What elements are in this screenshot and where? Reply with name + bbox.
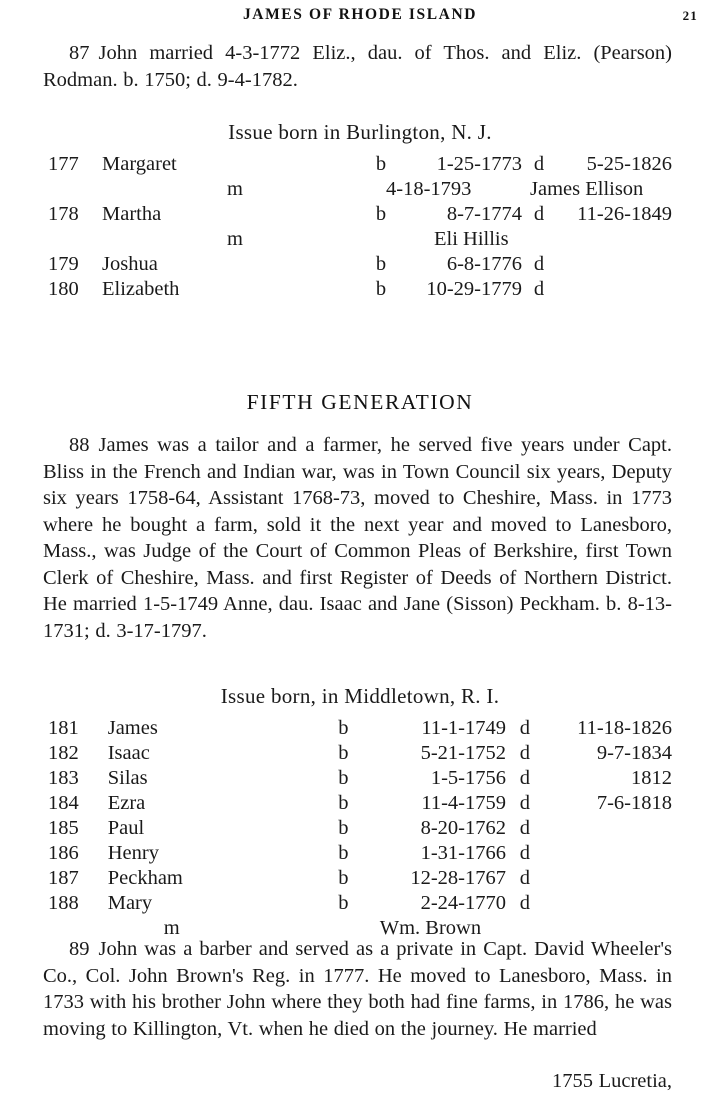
birth-label: b <box>375 203 387 225</box>
birth-label: b <box>338 892 349 914</box>
birth-date: 12-28-1767 <box>410 867 507 889</box>
death-date: 7-6-1818 <box>596 792 672 814</box>
table-row <box>48 816 672 841</box>
birth-label: b <box>338 842 349 864</box>
row-number: 186 <box>48 842 79 864</box>
birth-label: b <box>338 867 349 889</box>
table-row <box>48 866 672 891</box>
issue-2-heading: Issue born, in Middletown, R. I. <box>220 684 500 708</box>
spouse-name: James Ellison <box>530 178 644 200</box>
entry-88-text: James was a tailor and a farmer, he served five years under Capt. Bliss in the French and Indian war, was in Town Council six years, Deputy six years 1758-64, Assistant 1768-73, moved to Cheshire, Mass. in 1773 where he bought a farm, sold it the next year and moved to Lanesboro, Mass., was Judge of the Court of Common Pleas of Berkshire, first Town Clerk of Cheshire, Mass. and first Register of Deeds of Northern District. He married 1-5-1749 Anne, dau. Isaac and Jane (Sisson) Peckham. b. 8-13-1731; d. 3-17-1797. <box>43 434 672 642</box>
birth-date: 5-21-1752 <box>420 742 507 764</box>
entry-89-number: 89 <box>69 938 90 960</box>
entry-88-paragraph <box>43 432 672 644</box>
death-date: 5-25-1826 <box>586 153 672 175</box>
death-label: d <box>519 742 530 764</box>
issue-1-table <box>48 152 672 302</box>
spouse-name: Eli Hillis <box>434 228 509 250</box>
row-number: 179 <box>48 253 79 275</box>
birth-date: 10-29-1779 <box>426 278 522 300</box>
table-row <box>48 277 672 302</box>
table-row-marriage <box>48 177 672 202</box>
death-date <box>544 891 672 916</box>
birth-label: b <box>375 278 387 300</box>
row-name: Peckham <box>107 867 183 889</box>
page-folio-number: 21 <box>682 8 698 23</box>
table-row <box>48 741 672 766</box>
running-head: JAMES OF RHODE ISLAND <box>242 6 478 23</box>
birth-date: 11-4-1759 <box>421 792 507 814</box>
row-name: Joshua <box>102 253 158 275</box>
birth-label: b <box>338 817 349 839</box>
row-name: Henry <box>107 842 159 864</box>
death-label: d <box>519 892 530 914</box>
row-name: Silas <box>107 767 148 789</box>
birth-label: b <box>375 253 387 275</box>
birth-label: b <box>338 717 349 739</box>
issue-1-heading: Issue born in Burlington, N. J. <box>228 120 492 144</box>
row-name: Margaret <box>102 153 177 175</box>
death-date <box>544 866 672 891</box>
death-label: d <box>519 842 530 864</box>
death-date <box>556 252 672 277</box>
birth-date: 2-24-1770 <box>420 892 507 914</box>
entry-87-paragraph <box>43 40 672 93</box>
death-label: d <box>519 717 530 739</box>
death-label: d <box>519 792 530 814</box>
table-row <box>48 716 672 741</box>
table-row-marriage <box>48 227 672 252</box>
row-number: 184 <box>48 792 79 814</box>
entry-89-text: John was a barber and served as a private in Capt. David Wheeler's Co., Col. John Brown's Reg. in 1777. He moved to Lanesboro, Mass. in 1733 with his brother John where they both had fine farms, in 1786, he was moving to Killington, Vt. when he died on the journey. He married <box>43 938 672 1040</box>
birth-date: 6-8-1776 <box>446 253 522 275</box>
row-number: 177 <box>48 153 79 175</box>
birth-label: b <box>338 792 349 814</box>
row-number: 180 <box>48 278 79 300</box>
entry-87-number: 87 <box>69 42 90 64</box>
death-label: d <box>533 153 545 175</box>
birth-date: 8-7-1774 <box>446 203 522 225</box>
death-label: d <box>533 278 545 300</box>
table-row <box>48 791 672 816</box>
row-name: Paul <box>107 817 145 839</box>
row-number: 187 <box>48 867 79 889</box>
table-row <box>48 891 672 916</box>
birth-date: 1-5-1756 <box>430 767 507 789</box>
death-label: d <box>533 253 545 275</box>
row-name: Isaac <box>107 742 150 764</box>
birth-date: 1-25-1773 <box>436 153 522 175</box>
marriage-label: m <box>227 228 243 250</box>
row-number: 183 <box>48 767 79 789</box>
death-date: 9-7-1834 <box>596 742 672 764</box>
entry-89-trailing-line <box>43 1068 672 1095</box>
entry-89-paragraph <box>43 936 672 1042</box>
row-number: 182 <box>48 742 79 764</box>
death-date: 1812 <box>631 767 672 789</box>
birth-date: 1-31-1766 <box>420 842 507 864</box>
death-date <box>544 816 672 841</box>
marriage-date: 4-18-1793 <box>386 178 472 200</box>
marriage-label: m <box>163 917 180 939</box>
row-name: James <box>107 717 158 739</box>
birth-label: b <box>375 153 387 175</box>
row-name: Mary <box>107 892 153 914</box>
generation-heading: FIFTH GENERATION <box>246 390 474 414</box>
row-number: 181 <box>48 717 79 739</box>
death-label: d <box>519 867 530 889</box>
death-label: d <box>533 203 545 225</box>
death-date: 11-26-1849 <box>577 203 672 225</box>
table-row <box>48 766 672 791</box>
row-number: 185 <box>48 817 79 839</box>
death-date <box>544 841 672 866</box>
table-row <box>48 202 672 227</box>
death-label: d <box>519 767 530 789</box>
row-name: Elizabeth <box>102 278 180 300</box>
birth-date: 8-20-1762 <box>420 817 507 839</box>
death-label: d <box>519 817 530 839</box>
table-row <box>48 841 672 866</box>
table-row <box>48 252 672 277</box>
entry-88-number: 88 <box>69 434 90 456</box>
entry-87-text: John married 4-3-1772 Eliz., dau. of Thos. and Eliz. (Pearson) Rodman. b. 1750; d. 9-4-1782. <box>43 42 672 91</box>
birth-label: b <box>338 742 349 764</box>
marriage-label: m <box>227 178 243 200</box>
entry-89-trailing-text: 1755 Lucretia, <box>551 1070 672 1092</box>
row-name: Ezra <box>107 792 146 814</box>
death-date: 11-18-1826 <box>577 717 672 739</box>
row-name: Martha <box>102 203 162 225</box>
table-row <box>48 152 672 177</box>
birth-label: b <box>338 767 349 789</box>
birth-date: 11-1-1749 <box>421 717 507 739</box>
row-number: 188 <box>48 892 79 914</box>
row-number: 178 <box>48 203 79 225</box>
spouse-name: Wm. Brown <box>379 917 482 939</box>
death-date <box>556 277 672 302</box>
issue-2-table <box>48 716 672 941</box>
